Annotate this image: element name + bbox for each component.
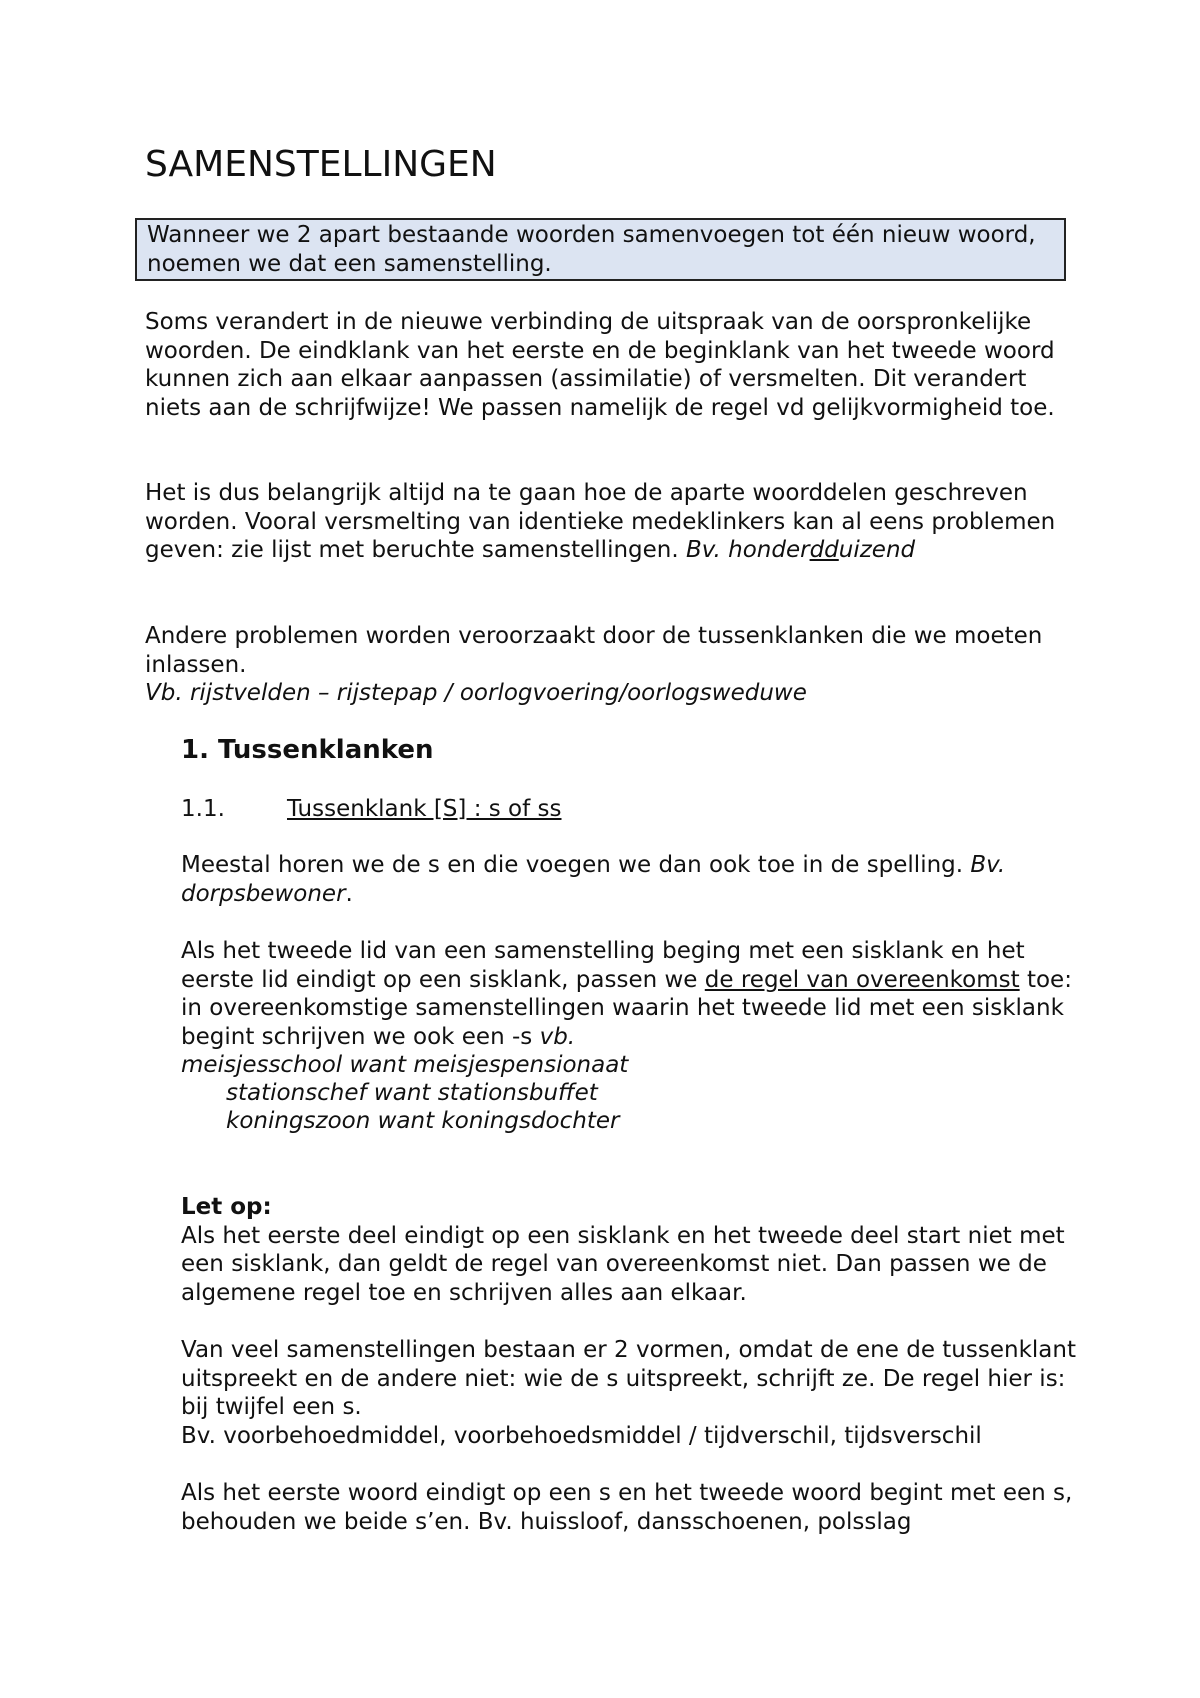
page-title: SAMENSTELLINGEN bbox=[145, 144, 497, 185]
definition-box: Wanneer we 2 apart bestaande woorden samenvoegen tot één nieuw woord, noemen we dat een samenstelling. bbox=[135, 218, 1066, 281]
subsection-number: 1.1. bbox=[181, 796, 225, 822]
paragraph-tussenklanken-text: Andere problemen worden veroorzaakt door de tussenklanken die we moeten inlassen. bbox=[145, 623, 1043, 678]
paragraph-word-parts bbox=[145, 479, 1075, 565]
example-label: vb. bbox=[539, 1023, 576, 1050]
let-op-note bbox=[181, 1193, 1081, 1307]
paragraph-meestal bbox=[181, 851, 1081, 908]
example-koningszoon: koningszoon want koningsdochter bbox=[226, 1108, 620, 1134]
example-stationschef: stationschef want stationsbuffet bbox=[226, 1080, 598, 1106]
section-heading-tussenklanken: 1. Tussenklanken bbox=[181, 735, 434, 765]
paragraph-beide-s: Als het eerste woord eindigt op een s en het tweede woord begint met een s, behouden we beide s’en. Bv. huissloof, dansschoenen, polsslag bbox=[181, 1480, 1073, 1535]
regel-van-overeenkomst-underlined: de regel van overeenkomst bbox=[704, 966, 1020, 993]
paragraph-twee-vormen bbox=[181, 1336, 1081, 1450]
overeenkomst-text-after: toe: in overeenkomstige samenstellingen waarin het tweede lid met een sisklank begint schrijven we ook een -s bbox=[181, 966, 1072, 1050]
example-dorpsbewoner: Bv. dorpsbewoner bbox=[181, 852, 1006, 907]
example-suffix: uizend bbox=[838, 537, 916, 563]
let-op-label: Let op: bbox=[181, 1194, 272, 1220]
paragraph-pronunciation: Soms verandert in de nieuwe verbinding de uitspraak van de oorspronkelijke woorden. De eindklank van het eerste en de beginklank van het tweede woord kunnen zich aan elkaar aanpassen (assimilatie) of versmelten. Dit verandert niets aan de schrijfwijze! We passen namelijk de regel vd gelijkvormigheid toe. bbox=[145, 309, 1055, 421]
example-meisjesschool: meisjesschool want meisjespensionaat bbox=[181, 1052, 629, 1078]
paragraph-meestal-text: Meestal horen we de s en die voegen we dan ook toe in de spelling. bbox=[181, 852, 971, 878]
paragraph-regel-overeenkomst bbox=[181, 937, 1081, 1080]
example-voorbehoedmiddel: Bv. voorbehoedmiddel, voorbehoedsmiddel / tijdverschil, tijdsverschil bbox=[181, 1422, 982, 1449]
paragraph-tussenklanken-intro bbox=[145, 622, 1075, 708]
twee-vormen-text: Van veel samenstellingen bestaan er 2 vormen, omdat de ene de tussenklant uitspreekt en de andere niet: wie de s uitspreekt, schrijft ze. De regel hier is: bij twijfel een s. bbox=[181, 1337, 1076, 1420]
let-op-text: Als het eerste deel eindigt op een sisklank en het tweede deel start niet met een sisklank, dan geldt de regel van overeenkomst niet. Dan passen we de algemene regel toe en schrijven alles aan elkaar. bbox=[181, 1222, 1065, 1306]
example-rijstvelden: Vb. rijstvelden – rijstepap / oorlogvoering/oorlogsweduwe bbox=[145, 680, 807, 706]
paragraph-word-parts-text: Het is dus belangrijk altijd na te gaan hoe de aparte woorddelen geschreven worden. Vooral versmelting van identieke medeklinkers kan al eens problemen geven: zie lijst met beruchte samenstellingen. bbox=[145, 480, 1056, 563]
overeenkomst-text-before: Als het tweede lid van een samenstelling beging met een sisklank en het eerste lid eindigt op een sisklank, passen we bbox=[181, 938, 1025, 993]
period: . bbox=[345, 880, 353, 907]
subsection-title: Tussenklank [S] : s of ss bbox=[287, 796, 562, 822]
example-underlined-letters: dd bbox=[809, 537, 839, 563]
example-prefix: Bv. honder bbox=[685, 537, 810, 563]
